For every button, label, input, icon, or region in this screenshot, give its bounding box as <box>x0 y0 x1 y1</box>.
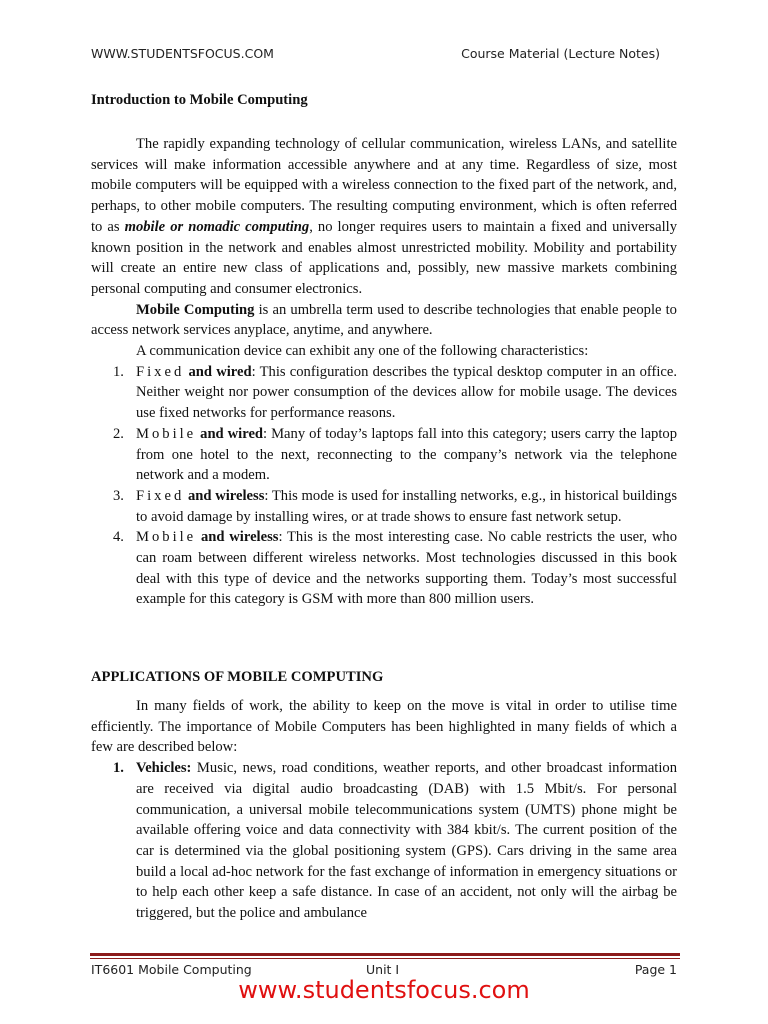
footer-rule <box>90 953 680 956</box>
item-number: 2. <box>113 425 124 442</box>
list-item <box>91 362 677 424</box>
section-title-intro: Introduction to Mobile Computing <box>91 92 308 108</box>
intro-paragraph <box>91 134 677 300</box>
applications-intro: In many fields of work, the ability to keep on the move is vital in order to utilise time efficiently. The importance of Mobile Computers has been highlighted in many fields of which a few are described below: <box>91 698 677 756</box>
item-term: Mobile <box>136 529 197 546</box>
characteristics-intro: A communication device can exhibit any one of the following characteristics: <box>136 343 589 360</box>
item-text: : Many of today’s laptops fall into this category; users carry the laptop from one hotel to the next, reconnecting to the company’s network via the telephone network and a modem. <box>136 425 677 484</box>
footer-course: IT6601 Mobile Computing <box>91 962 252 977</box>
item-number: 3. <box>113 487 124 504</box>
list-item <box>91 424 677 486</box>
item-label: Vehicles: <box>136 760 192 777</box>
item-number: 1. <box>113 363 124 380</box>
intro-text-b: , no longer requires users to maintain a fixed and universally known position in the network and enables almost unrestricted mobility. Mobility and portability will create an entire new class of applications and, possibly, new massive markets combining personal computing and consumer electronics. <box>91 218 677 297</box>
footer-page: Page 1 <box>634 962 677 977</box>
list-item <box>91 486 677 527</box>
item-term: Mobile <box>136 425 197 442</box>
applications-list <box>91 758 677 924</box>
header-doc-type: Course Material (Lecture Notes) <box>461 46 660 61</box>
header-site: WWW.STUDENTSFOCUS.COM <box>91 46 274 61</box>
characteristics-list <box>91 362 677 610</box>
footer-rule-thin <box>90 958 680 959</box>
intro-body <box>91 134 677 610</box>
item-text: : This mode is used for installing networks, e.g., in historical buildings to avoid damage by installing wires, or at trade shows to ensure fast network setup. <box>136 487 678 525</box>
list-item <box>91 758 677 924</box>
definition-text: is an umbrella term used to describe technologies that enable people to access network services anyplace, anytime, and anywhere. <box>91 301 677 339</box>
footer-unit: Unit I <box>366 962 400 977</box>
item-term-bold: and wired <box>200 425 264 442</box>
list-item <box>91 527 677 610</box>
item-text: : This is the most interesting case. No cable restricts the user, who can roam between different wireless networks. Most technologies discussed in this book deal with this type of device and the networks supporting them. Today’s most successful example for this category is GSM with more than 800 million users. <box>136 529 677 608</box>
watermark-link[interactable]: www.studentsfocus.com <box>238 976 530 1004</box>
item-text: : This configuration describes the typical desktop computer in an office. Neither weight nor power consumption of the devices allow for mobile usage. The devices use fixed networks for performance reasons. <box>136 363 677 422</box>
section-title-applications: APPLICATIONS OF MOBILE COMPUTING <box>91 669 384 685</box>
item-number: 1. <box>113 760 124 777</box>
intro-emphasis: mobile or nomadic computing <box>124 218 310 235</box>
item-term-bold: and wired <box>188 363 252 380</box>
intro-text-a: The rapidly expanding technology of cellular communication, wireless LANs, and satellite services will make information accessible anywhere and at any time. Regardless of size, most mobile computers will be equipped with a wireless connection to the fixed part of the network, and, perhaps, to other mobile computers. The resulting computing environment, which is often referred to as <box>91 136 677 235</box>
item-number: 4. <box>113 529 124 546</box>
item-term-bold: and wireless <box>187 487 265 504</box>
applications-body <box>91 696 677 924</box>
definition-paragraph <box>91 300 677 341</box>
item-term: Fixed <box>136 363 185 380</box>
item-text: Music, news, road conditions, weather reports, and other broadcast information are received via digital audio broadcasting (DAB) with 1.5 Mbit/s. For personal communication, a universal mobile telecommunications system (UMTS) phone might be available offering voice and data connectivity with 384 kbit/s. The current position of the car is determined via the global positioning system (GPS). Cars driving in the same area build a local ad-hoc network for the fast exchange of information in emergency situations or to help each other keep a safe distance. In case of an accident, not only will the airbag be triggered, but the police and ambulance <box>136 760 677 922</box>
item-term-bold: and wireless <box>200 529 279 546</box>
item-term: Fixed <box>136 487 185 504</box>
definition-term: Mobile Computing <box>136 301 255 318</box>
